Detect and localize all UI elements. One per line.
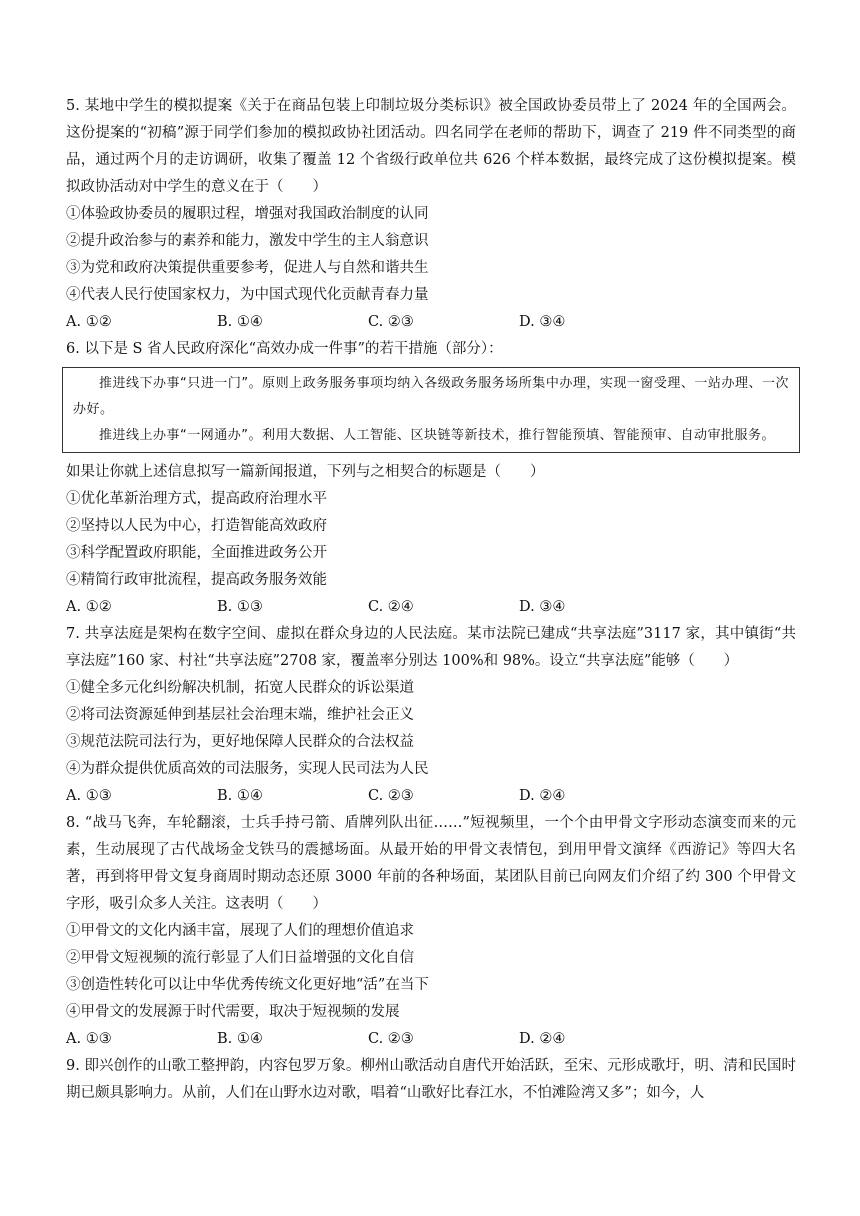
- choice-b: B. ①③: [217, 599, 263, 615]
- choice-b: B. ①④: [217, 788, 263, 804]
- material-box: [62, 367, 800, 453]
- question-stem: 7. 共享法庭是架构在数字空间、虚拟在群众身边的人民法庭。某市法院已建成“共享法庭”3117 家，其中镇街“共享法庭”160 家、村社“共享法庭”2708 家，覆盖率分别达 100%和 98%。设立“共享法庭”能够（ ）: [66, 626, 796, 669]
- material-paragraph-1: 推进线下办事“只进一门”。原则上政务服务事项均纳入各级政务服务场所集中办理，实现一窗受理、一站办理、一次办好。: [73, 376, 789, 417]
- statement-2: ②提升政治参与的素养和能力，激发中学生的主人翁意识: [66, 233, 429, 249]
- answer-choices: [66, 783, 796, 810]
- choice-a: A. ①③: [66, 1031, 112, 1047]
- statement-3: ③规范法院司法行为，更好地保障人民群众的合法权益: [66, 734, 414, 750]
- exam-content: [66, 93, 796, 1107]
- statement-4: ④甲骨文的发展源于时代需要，取决于短视频的发展: [66, 1004, 400, 1020]
- question-9: [66, 1053, 796, 1107]
- question-stem: 5. 某地中学生的模拟提案《关于在商品包装上印制垃圾分类标识》被全国政协委员带上了 2024 年的全国两会。这份提案的“初稿”源于同学们参加的模拟政协社团活动。四名同学在老师的帮助下，调查了 219 件不同类型的商品，通过两个月的走访调研，收集了覆盖 12 个省级行政单位共 626 个样本数据，最终完成了这份模拟提案。模拟政协活动对中学生的意义在于（ ）: [66, 98, 796, 195]
- choice-a: A. ①②: [66, 314, 112, 330]
- statement-3: ③为党和政府决策提供重要参考，促进人与自然和谐共生: [66, 260, 429, 276]
- statement-2: ②甲骨文短视频的流行彰显了人们日益增强的文化自信: [66, 950, 414, 966]
- question-5: [66, 93, 796, 336]
- statement-4: ④为群众提供优质高效的司法服务，实现人民司法为人民: [66, 761, 429, 777]
- choice-c: C. ②④: [368, 599, 414, 615]
- answer-choices: [66, 309, 796, 336]
- question-stem: 9. 即兴创作的山歌工整押韵，内容包罗万象。柳州山歌活动自唐代开始活跃，至宋、元形成歌圩，明、清和民国时期已颇具影响力。从前，人们在山野水边对歌，唱着“山歌好比春江水，不怕滩险湾又多”；如今，人: [66, 1058, 796, 1101]
- choice-c: C. ②③: [368, 1031, 414, 1047]
- question-7: [66, 621, 796, 810]
- statement-1: ①优化革新治理方式，提高政府治理水平: [66, 491, 327, 507]
- choice-a: A. ①②: [66, 599, 112, 615]
- choice-d: D. ②④: [519, 788, 566, 804]
- statement-3: ③创造性转化可以让中华优秀传统文化更好地“活”在当下: [66, 977, 429, 993]
- statement-1: ①体验政协委员的履职过程，增强对我国政治制度的认同: [66, 206, 429, 222]
- statement-2: ②将司法资源延伸到基层社会治理末端，维护社会正义: [66, 707, 414, 723]
- statement-4: ④代表人民行使国家权力，为中国式现代化贡献青春力量: [66, 287, 429, 303]
- material-paragraph-2: 推进线上办事“一网通办”。利用大数据、人工智能、区块链等新技术，推行智能预填、智能预审、自动审批服务。: [99, 428, 775, 443]
- question-8: [66, 810, 796, 1053]
- choice-c: C. ②③: [368, 788, 414, 804]
- statement-1: ①甲骨文的文化内涵丰富，展现了人们的理想价值追求: [66, 923, 414, 939]
- question-prompt: 如果让你就上述信息拟写一篇新闻报道，下列与之相契合的标题是（ ）: [66, 464, 545, 480]
- choice-d: D. ②④: [519, 1031, 566, 1047]
- statement-4: ④精简行政审批流程，提高政务服务效能: [66, 572, 327, 588]
- choice-a: A. ①③: [66, 788, 112, 804]
- question-stem: 6. 以下是 S 省人民政府深化“高效办成一件事”的若干措施（部分）：: [66, 341, 503, 357]
- statement-1: ①健全多元化纠纷解决机制，拓宽人民群众的诉讼渠道: [66, 680, 414, 696]
- question-6: [66, 336, 796, 621]
- answer-choices: [66, 1026, 796, 1053]
- choice-b: B. ①④: [217, 1031, 263, 1047]
- statement-2: ②坚持以人民为中心，打造智能高效政府: [66, 518, 327, 534]
- statement-3: ③科学配置政府职能，全面推进政务公开: [66, 545, 327, 561]
- question-stem: 8. “战马飞奔，车轮翻滚，士兵手持弓箭、盾牌列队出征……”短视频里，一个个由甲骨文字形动态演变而来的元素，生动展现了古代战场金戈铁马的震撼场面。从最开始的甲骨文表情包，到用甲骨文演绎《西游记》等四大名著，再到将甲骨文复身商周时期动态还原 3000 年前的各种场面，某团队目前已向网友们介绍了约 300 个甲骨文字形，吸引众多人关注。这表明（ ）: [66, 815, 796, 912]
- answer-choices: [66, 594, 796, 621]
- choice-d: D. ③④: [519, 599, 566, 615]
- choice-c: C. ②③: [368, 314, 414, 330]
- choice-b: B. ①④: [217, 314, 263, 330]
- choice-d: D. ③④: [519, 314, 566, 330]
